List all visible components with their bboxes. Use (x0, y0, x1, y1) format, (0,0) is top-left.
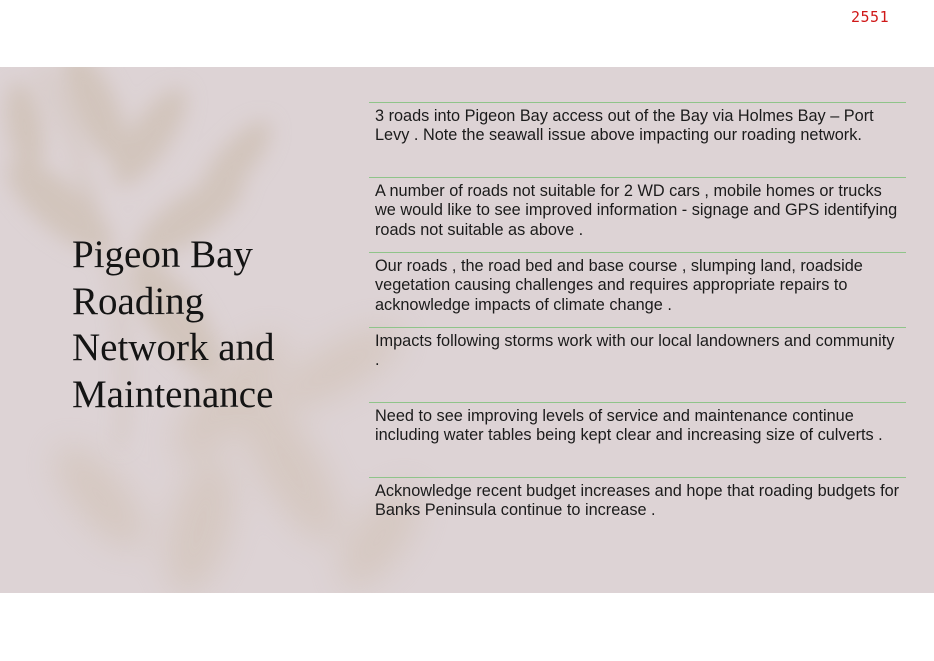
list-item: Our roads , the road bed and base course , slumping land, roadside vegetation causing challenges and requires appropriate repairs to acknowledge impacts of climate change . (369, 252, 906, 327)
slide (0, 67, 934, 593)
bullet-list (369, 102, 906, 552)
slide-title: Pigeon Bay Roading Network and Maintenance (72, 233, 275, 416)
list-item: Impacts following storms work with our local landowners and community . (369, 327, 906, 402)
list-item: Acknowledge recent budget increases and hope that roading budgets for Banks Peninsula continue to increase . (369, 477, 906, 552)
list-item: Need to see improving levels of service and maintenance continue including water tables being kept clear and increasing size of culverts . (369, 402, 906, 477)
list-item: 3 roads into Pigeon Bay access out of the Bay via Holmes Bay – Port Levy . Note the seawall issue above impacting our roading network. (369, 102, 906, 177)
page-number: 2551 (851, 8, 890, 26)
list-item: A number of roads not suitable for 2 WD cars , mobile homes or trucks we would like to see improved information - signage and GPS identifying roads not suitable as above . (369, 177, 906, 252)
